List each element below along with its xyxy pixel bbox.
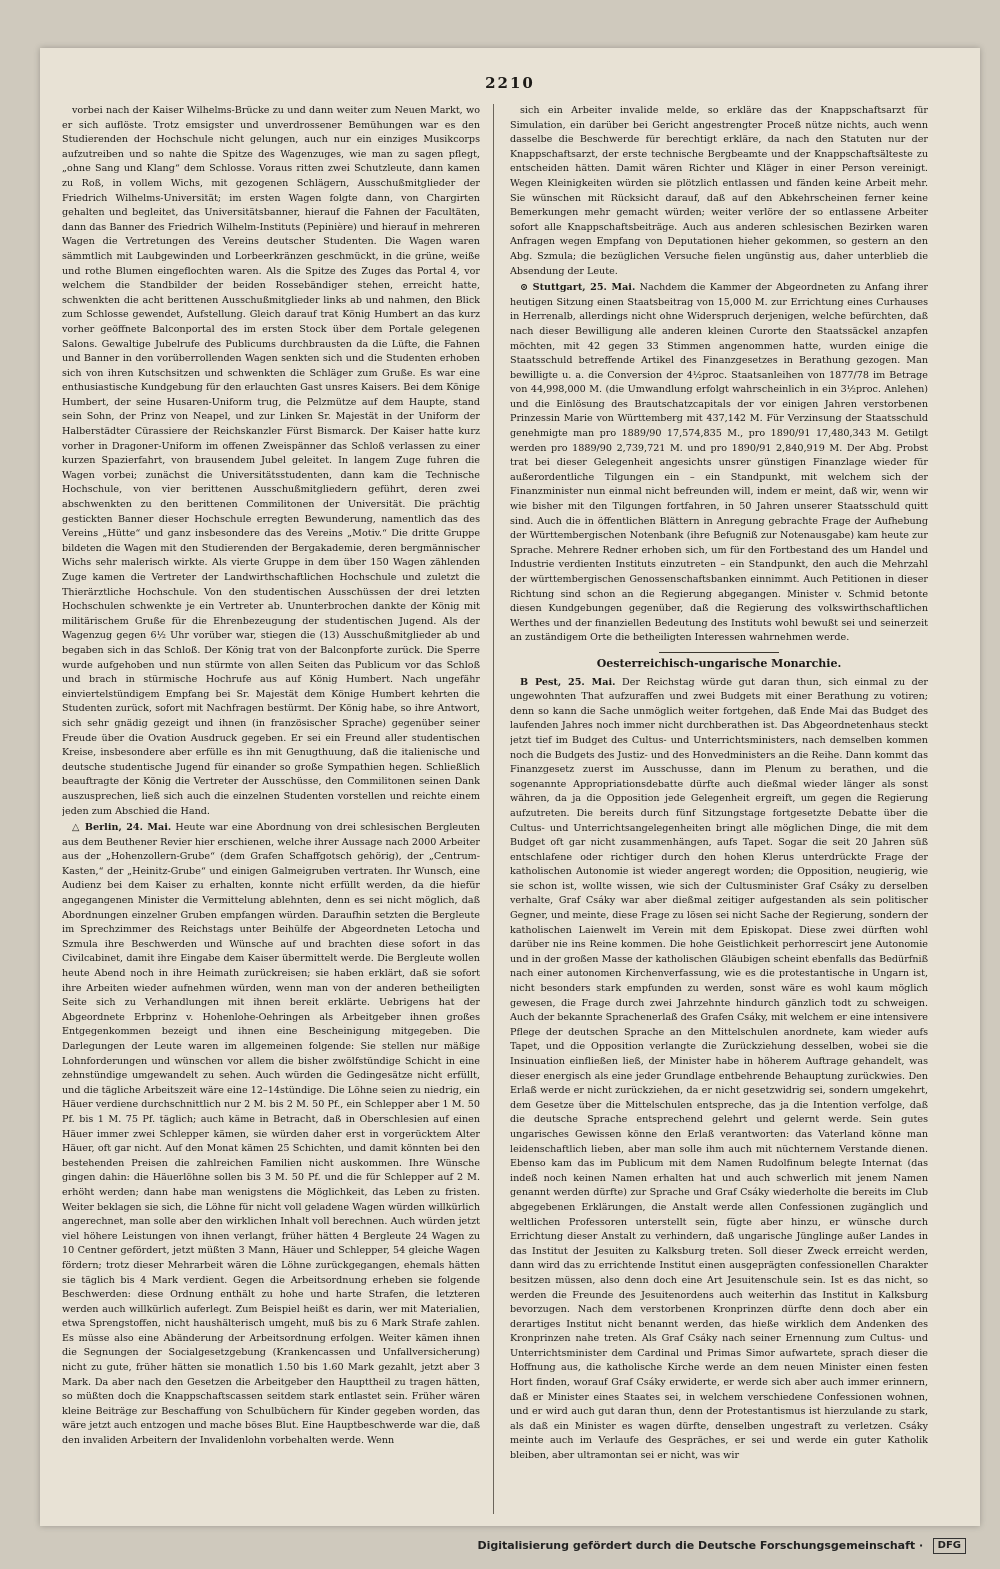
stuttgart-article-text: Nachdem die Kammer der Abgeordneten zu Anfang ihrer heutigen Sitzung einen Staatsbeitrag von 15,000 M. zur Errichtung eines Curhauses in Herrenalb, allerdings nicht ohne Widerspruch derjenigen, welche befürchten, daß nach dieser Bewilligung alle anderen kleinen Curorte den Staatssäckel anzapfen möchten, mit 42 gegen 33 Stimmen angenommen hatte, wurden einige die Staatsschuld betreffende Artikel des Finanzgesetzes in Berathung gezogen. Man bewilligte u. a. die Conversion der 4½proc. Staatsanleihen von 1877/78 im Betrage von 44,998,000 M. (die Umwandlung erfolgt wahrscheinlich in ein 3½proc. Anlehen) und die Einlösung des Brautschatzcapitals der vor einigen Jahren verstorbenen Prinzessin Marie von Württemberg mit 437,142 M. Für Verzinsung der Staatsschuld genehmigte man pro 1889/90 17,574,835 M., pro 1890/91 17,480,343 M. Getilgt werden pro 1889/90 2,739,721 M. und pro 1890/91 2,840,919 M. Der Abg. Probst trat bei dieser Gelegenheit angesichts unsrer günstigen Finanzlage wieder für außerordentliche Tilgungen ein – ein Standpunkt, mit welchem sich der Finanzminister nun einmal nicht befreunden will, indem er meint, daß wir, wenn wir wie bisher mit den Tilgungen fortfahren, in 50 Jahren unserer Staatsschuld quitt sind. Auch die in öffentlichen Blättern in Anregung gebrachte Frage der Aufhebung der Württembergischen Notenbank (ihre Befugniß zur Notenausgabe) kam heute zur Sprache. Mehrere Redner erhoben sich, um für den Fortbestand des um Handel und Industrie verdienten Instituts einzutreten – ein Standpunkt, den auch die Mehrzahl der württembergischen Genossenschaftsbanken einnimmt. Auch Petitionen in dieser Richtung sind schon an die Regierung abgegangen. Minister v. Schmid betonte diesen Kundgebungen gegenüber, daß die Regierung des volkswirthschaftlichen Werthes und der finanziellen Bedeutung des Instituts wohl bewußt sei und seinerzeit an zuständigem Orte die betheiligten Interessen wahrnehmen werde. [510, 282, 928, 644]
article-paragraph: vorbei nach der Kaiser Wilhelms-Brücke zu und dann weiter zum Neuen Markt, wo er sich auflöste. Trotz emsigster und unverdrossener Bemühungen war es den Studierenden der Hochschule nicht gelungen, auch nur ein einziges Musikcorps aufzutreiben und so nahte die Spitze des Wagenzuges, wie man zu sagen pflegt, „ohne Sang und Klang“ dem Schlosse. Voraus ritten zwei Schutzleute, dann kamen zu Roß, in vollem Wichs, mit gezogenen Schlägern, Ausschußmitglieder der Friedrich Wilhelms-Universität; im ersten Wagen folgte dann, von Chargirten gehalten und begleitet, das Universitätsbanner, hierauf die Fahnen der Facultäten, dann das Banner des Friedrich Wilhelm-Instituts (Pepinière) und hierauf in mehreren Wagen die Vertretungen des Vereins deutscher Studenten. Die Wagen waren sämmtlich mit Laubgewinden und Lorbeerkränzen geschmückt, in die grüne, weiße und rothe Blumen eingeflochten waren. Als die Spitze des Zuges das Portal 4, vor welchem die Standbilder der beiden Rossebändiger stehen, erreicht hatte, schwenkten die acht berittenen Ausschußmitglieder links ab und nahmen, den Blick zum Schlosse gewendet, Aufstellung. Gleich darauf trat König Humbert an das kurz vorher geöffnete Balconportal des im ersten Stock über dem Portale gelegenen Salons. Gewaltige Jubelrufe des Publicums durchbrausten da die Lüfte, die Fahnen und Banner in den vorüberrollenden Wagen senkten sich und die Studenten erhoben sich von ihren Kutschsitzen und schwenkten die Schläger zum Gruße. Es war eine enthusiastische Kundgebung für den erlauchten Gast unsres Kaisers. Bei dem Könige Humbert, der seine Husaren-Uniform trug, die Pelzmütze auf dem Haupte, stand sein Sohn, der Prinz von Neapel, und zur Linken Sr. Majestät in der Uniform der Halberstädter Cürassiere der Reichskanzler Fürst Bismarck. Der Kaiser hatte kurz vorher in Dragoner-Uniform im offenen Zweispänner das Schloß verlassen zu einer kurzen Spazierfahrt, von brausendem Jubel geleitet. In langem Zuge fuhren die Wagen vorbei; zunächst die Universitätsstudenten, dann kam die Technische Hochschule, von vier berittenen Ausschußmitgliedern geführt, deren zwei abschwenkten zu den berittenen Commilitonen der Universität. Die prächtig gestickten Banner dieser Hochschule erregten Bewunderung, namentlich das des Vereins „Hütte“ und ganz insbesondere das des Vereins „Motiv.“ Die dritte Gruppe bildeten die Wagen mit den Studierenden der Bergakademie, deren bergmännischer Wichs sehr malerisch wirkte. Als vierte Gruppe in dem über 150 Wagen zählenden Zuge kamen die Vertreter der Landwirthschaftlichen Hochschule und zuletzt die Thierärztliche Hochschule. Von den studentischen Ausschüssen der drei letzten Hochschulen schwenkte je ein Vertreter ab. Ununterbrochen dankte der König mit militärischem Gruße für die Ehrenbezeugung der studentischen Jugend. Als der Wagenzug gegen 6½ Uhr vorüber war, stiegen die (13) Ausschußmitglieder ab und begaben sich in das Schloß. Der König trat von der Balconpforte zurück. Die Sperre wurde aufgehoben und nun stürmte von allen Seiten das Publicum vor das Schloß und brach in stürmische Hochrufe aus auf König Humbert. Nach ungefähr einviertelstündigem Empfang bei Sr. Majestät dem Könige Humbert kehrten die Studenten zurück, sofort mit Nachfragen bestürmt. Der König habe, so ihre Antwort, sich sehr gnädig gezeigt und ihnen (in französischer Sprache) gegenüber seiner Freude über die Ovation Ausdruck gegeben. Er sei ein Freund aller studentischen Kreise, insbesondere aber erfülle es ihn mit Genugthuung, daß die italienische und deutsche studentische Jugend für einander so große Sympathien hegen. Schließlich beauftragte der König die Vertreter der Ausschüsse, den Commilitonen seinen Dank auszusprechen, ließ sich auch die einzelnen Studenten vorstellen und reichte einem jeden zum Abschied die Hand. [62, 105, 480, 817]
article-paragraph [62, 821, 480, 1449]
column-divider [493, 104, 494, 1514]
section-heading: Oesterreichisch-ungarische Monarchie. [596, 656, 842, 670]
right-column [510, 104, 928, 1514]
article-paragraph [510, 676, 928, 1464]
pest-dateline: B Pest, 25. Mai. [520, 676, 616, 688]
section-divider [659, 652, 779, 653]
newspaper-page [40, 48, 980, 1526]
dfg-logo: DFG [933, 1538, 966, 1554]
page-number: 2210 [485, 74, 535, 92]
pest-article-text: Der Reichstag würde gut daran thun, sich einmal zu der ungewohnten That aufzuraffen und zwei Budgets mit einer Berathung zu votiren; denn so kann die Sache unmöglich weiter fortgehen, daß Ende Mai das Budget des laufenden Jahres noch immer nicht durchberathen ist. Das Abgeordnetenhaus steckt jetzt tief im Budget des Cultus- und Unterrichtsministers, nach demselben kommen noch die Budgets des Justiz- und des Honvedministers an die Reihe. Dann kommt das Finanzgesetz zuerst im Ausschusse, dann im Plenum zu berathen, und die sogenannte Appropriationsdebatte dürfte auch dießmal wieder länger als sonst währen, da ja die Opposition jede Gelegenheit ergreift, um gegen die Regierung aufzutreten. Die bereits durch fünf Sitzungstage fortgesetzte Debatte über die Cultus- und Unterrichtsangelegenheiten bringt alle möglichen Dinge, die mit dem Budget oft gar nicht zusammenhängen, aufs Tapet. Sogar die seit 20 Jahren süß entschlafene oder richtiger durch den hohen Klerus unterdrückte Frage der katholischen Autonomie ist wieder angeregt worden; die Opposition, neugierig, wie sie schon ist, wollte wissen, wie sich der Cultusminister Graf Csáky zu derselben verhalte, Graf Csáky war aber dießmal zeitiger aufgestanden als sein politischer Gegner, und meinte, diese Frage zu lösen sei nicht Sache der Regierung, sondern der katholischen Laienwelt im Verein mit dem Episkopat. Diese zwei dürften wohl darüber nie ins Reine kommen. Die hohe Geistlichkeit perhorrescirt jene Autonomie und in der großen Masse der katholischen Gläubigen scheint ebenfalls das Bedürfniß nach einer autonomen Kirchenverfassung, wie es die protestantische in Ungarn ist, nicht besonders stark empfunden zu werden, sonst wäre es wohl kaum möglich gewesen, die Frage durch zwei Jahrzehnte hindurch gänzlich todt zu schweigen. Auch der bekannte Sprachenerlaß des Grafen Csáky, mit welchem er eine intensivere Pflege der deutschen Sprache an den Mittelschulen anordnete, kam wieder aufs Tapet, und die Opposition verlangte die Zurückziehung desselben, wobei sie die Insinuation einfließen ließ, der Minister habe in höherem Auftrage gehandelt, was dieser energisch als eine jeder Grundlage entbehrende Behauptung zurückwies. Den Erlaß werde er nicht zurückziehen, da er nicht gesetzwidrig sei, sondern umgekehrt, dem Gesetze über die Mittelschulen entspreche, das ja die Intention verfolge, daß die deutsche Sprache entsprechend gelehrt und gelernt werde. Sein gutes ungarisches Gewissen könne den Erlaß verantworten: das Vaterland könne man leidenschaftlich lieben, aber man solle ihm auch mit nüchternem Verstande dienen. Ebenso kam das im Publicum mit dem Namen Rudolfinum belegte Internat (das indeß noch keinen Namen erhalten hat und auch schwerlich mit jenem Namen genannt werden dürfte) zur Sprache und Graf Csáky wiederholte die bereits im Club abgegebenen Erklärungen, die Anstalt werde allen Confessionen zugänglich und weltlichen Professoren unterstellt sein, fügte aber hinzu, er wünsche durch Errichtung dieser Anstalt zu verhindern, daß ungarische Jünglinge außer Landes in das Institut der Jesuiten zu Kalksburg treten. Soll dieser Zweck erreicht werden, dann wird das zu errichtende Institut einen ausgeprägten confessionellen Charakter besitzen müssen, also denn doch eine Art Jesuitenschule sein. Ist es das nicht, so werden die Freunde des Jesuitenordens auch weiterhin das Institut in Kalksburg bevorzugen. Nach dem verstorbenen Kronprinzen dürfte denn doch aber ein derartiges Institut nicht benannt werden, das hieße wirklich dem Andenken des Kronprinzen nahe treten. Als Graf Csáky nach seiner Ernennung zum Cultus- und Unterrichtsminister dem Cardinal und Primas Simor aufwartete, sprach dieser die Hoffnung aus, die katholische Kirche werde an dem neuen Minister einen festen Hort finden, worauf Graf Csáky erwiderte, er werde sich aber auch immer erinnern, daß er Minister eines Staates sei, in welchem verschiedene Confessionen wohnen, und er wird auch gut daran thun, denn der Protestantismus ist hierzulande zu stark, als daß ein Minister es wagen dürfte, denselben ungestraft zu verletzen. Csáky meinte auch im Verlaufe des Gespräches, er sei und werde ein guter Katholik bleiben, aber ultramontan sei er nicht, was wir [510, 676, 928, 1462]
berlin-dateline: △ Berlin, 24. Mai. [72, 822, 172, 834]
article-paragraph [510, 281, 928, 646]
article-paragraph: sich ein Arbeiter invalide melde, so erkläre das der Knappschaftsarzt für Simulation, ein darüber bei Gericht angestrengter Proceß nütze nichts, auch wenn dasselbe die Beschwerde für berechtigt erkläre, da nach den Statuten nur der Knappschaftsarzt, der erste technische Bergbeamte und der Knappschaftsälteste zu entscheiden hätten. Damit wären Richter und Kläger in einer Person vereinigt. Wegen Kleinigkeiten würden sie plötzlich entlassen und fänden keine Arbeit mehr. Sie wünschen mit Rücksicht darauf, daß auf den Abkehrscheinen ferner keine Bemerkungen mehr gemacht würden; weiter verlöre der so entlassene Arbeiter sofort alle Knappschaftsbeiträge. Auch aus anderen schlesischen Bezirken waren Anfragen wegen Empfang von Deputationen hieher gekommen, so gestern an den Abg. Szmula; die bezüglichen Versuche fielen ungünstig aus, daher unterblieb die Absendung der Leute. [510, 105, 928, 277]
stuttgart-dateline: ⊙ Stuttgart, 25. Mai. [520, 282, 636, 294]
footer-text: Digitalisierung gefördert durch die Deutsche Forschungsgemeinschaft · [477, 1539, 924, 1552]
left-column [62, 104, 480, 1514]
berlin-article-text: Heute war eine Abordnung von drei schlesischen Bergleuten aus dem Beuthener Revier hier erschienen, welche ihrer Aussage nach 2000 Arbeiter aus der „Hohenzollern-Grube“ (dem Grafen Schaffgotsch gehörig), der „Centrum-Kasten,“ der „Heinitz-Grube“ und einigen Galmeigruben vertraten. Ihr Wunsch, eine Audienz bei dem Kaiser zu erhalten, konnte nicht erfüllt werden, da die hiefür angegangenen Minister die Vermittelung ablehnten, denn es sei nicht möglich, daß Abordnungen einzelner Gruben empfangen würden. Daraufhin setzten die Bergleute im Sprechzimmer des Reichstags unter Beihülfe der Abgeordneten Letocha und Szmula ihre Beschwerden und Wünsche auf und brachten diese sofort in das Civilcabinet, damit ihre Eingabe dem Kaiser übermittelt werde. Die Bergleute wollen heute Abend noch in ihre Heimath zurückreisen; sie haben erklärt, daß sie sofort ihre Arbeiten wieder aufnehmen würden, wenn man von der anderen betheiligten Seite sich zu Verhandlungen mit ihnen bereit erklärte. Uebrigens hat der Abgeordnete Erbprinz v. Hohenlohe-Oehringen als Arbeitgeber ihnen großes Entgegenkommen bezeigt und ihnen eine Bescheinigung mitgegeben. Die Darlegungen der Leute waren im allgemeinen folgende: Sie stellen nur mäßige Lohnforderungen und wünschen vor allem die bisher zwölfstündige Schicht in eine zehnstündige umgewandelt zu sehen. Auch würden die Gedingesätze nicht erfüllt, und die tägliche Arbeitszeit wäre eine 12–14stündige. Die Löhne seien zu niedrig, ein Häuer verdiene durchschnittlich nur 2 M. bis 2 M. 50 Pf., ein Schlepper aber 1 M. 50 Pf. bis 1 M. 75 Pf. täglich; auch käme in Betracht, daß in Oberschlesien auf einen Häuer immer zwei Schlepper kämen, sie würden daher erst in vorgerücktem Alter Häuer, oft gar nicht. Auf den Monat kämen 25 Schichten, und damit könnten bei den bestehenden Preisen die zahlreichen Familien nicht auskommen. Ihre Wünsche gingen dahin: die Häuerlöhne sollen bis 3 M. 50 Pf. und die für Schlepper auf 2 M. erhöht werden; dann habe man wenigstens die Möglichkeit, das Leben zu fristen. Weiter beklagen sie sich, die Löhne für nicht voll geladene Wagen würden willkürlich angerechnet, man solle aber den wirklichen Inhalt voll berechnen. Auch würden jetzt viel höhere Leistungen von ihnen verlangt, früher hätten 4 Bergleute 24 Wagen zu 10 Centner gefördert, jetzt müßten 3 Mann, Häuer und Schlepper, 54 gleiche Wagen fördern; trotz dieser Mehrarbeit wären die Löhne zurückgegangen, ehemals hätten sie täglich bis 4 Mark verdient. Gegen die Arbeitsordnung erheben sie folgende Beschwerden: diese Ordnung enthält zu hohe und harte Strafen, die letzteren werden auch willkürlich auferlegt. Zum Beispiel heißt es darin, wer mit Materialien, etwa Sprengstoffen, nicht haushälterisch umgeht, muß bis zu 6 Mark Strafe zahlen. Es müsse also eine Abänderung der Arbeitsordnung erfolgen. Weiter kämen ihnen die Segnungen der Socialgesetzgebung (Krankencassen und Unfallversicherung) nicht zu gute, früher hätten sie monatlich 1.50 bis 1.60 Mark gezahlt, jetzt aber 3 Mark. Da aber nach den Gesetzen die Arbeitgeber den Haupttheil zu tragen hätten, so müßten doch die Knappschaftscassen seitdem stark entlastet sein. Früher wären kleine Beiträge zur Beschaffung von Schulbüchern für Kinder gegeben worden, das wäre jetzt auch entzogen und mache böses Blut. Eine Hauptbeschwerde war die, daß den invaliden Arbeitern der Invalidenlohn vorbehalten werde. Wenn [62, 822, 480, 1447]
digitization-footer [0, 1534, 1000, 1558]
